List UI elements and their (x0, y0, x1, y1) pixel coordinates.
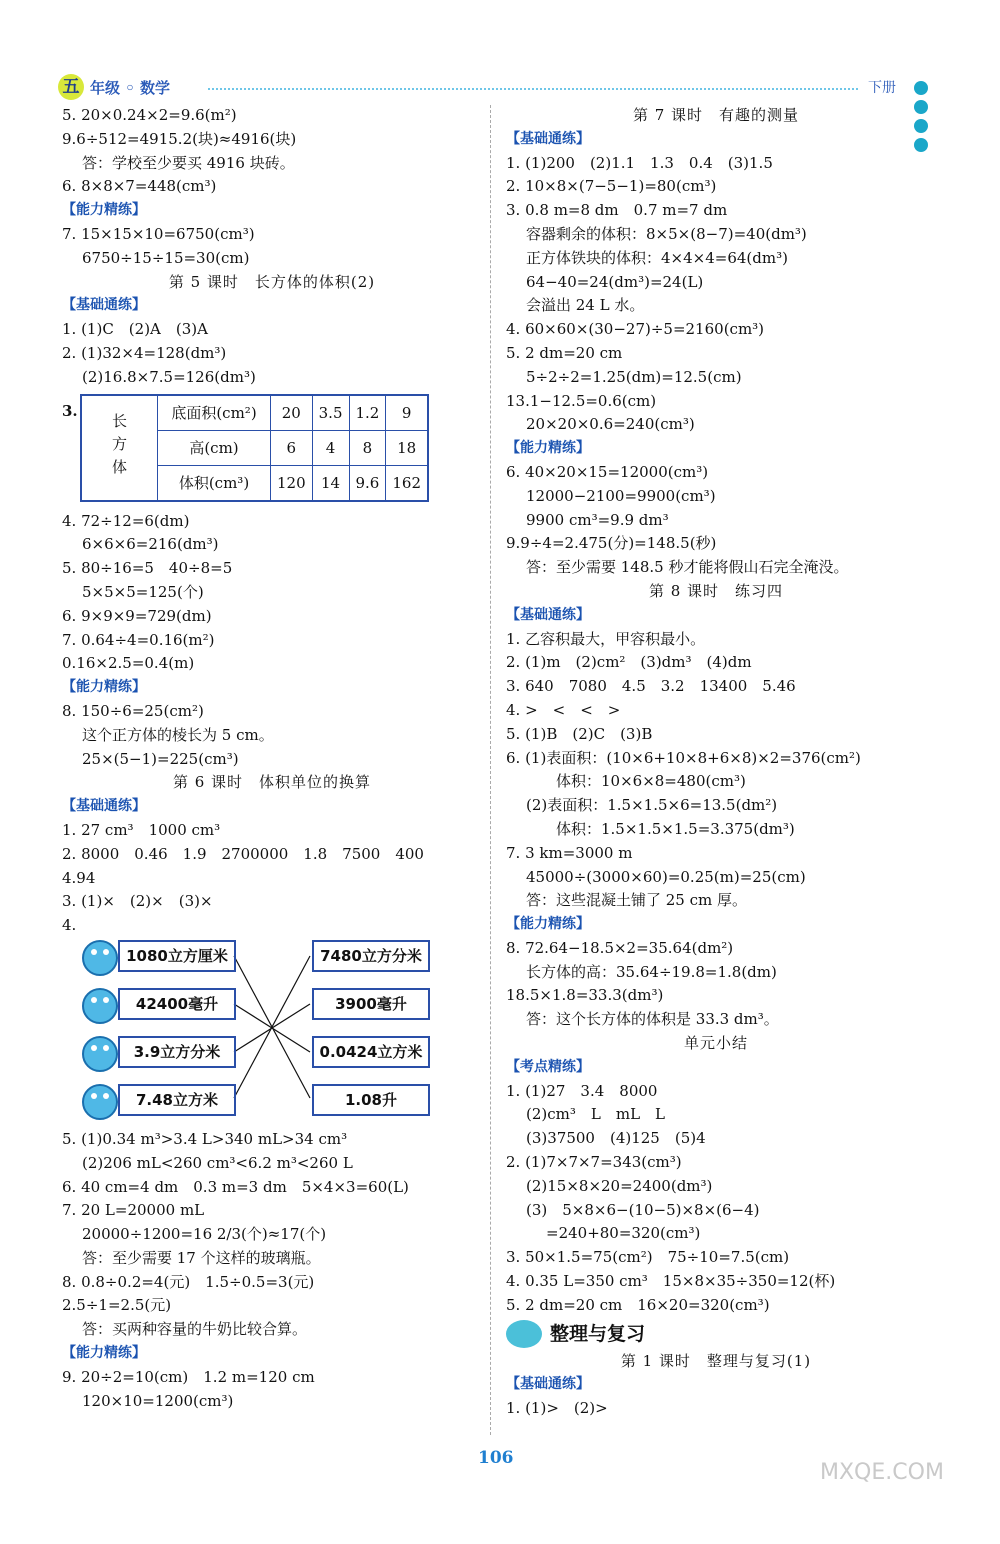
grade-badge: 五 (58, 74, 84, 100)
header-divider (208, 88, 858, 90)
question-line: 8. 0.8÷0.2=4(元) 1.5÷0.5=3(元) (62, 1272, 315, 1291)
lesson-title: 单元小结 (683, 1034, 748, 1053)
question-line: 8. 72.64−18.5×2=35.64(dm²) (506, 938, 734, 957)
question-line: 3. 640 7080 4.5 3.2 13400 5.46 (506, 677, 796, 696)
question-line: 2.5÷1=2.5(元) (62, 1296, 172, 1315)
question-line: 5. 2 dm=20 cm (506, 343, 623, 362)
question-line: 5. 20×0.24×2=9.6(m²) (62, 106, 237, 124)
header-volume: 下册 (868, 80, 896, 96)
section-tag: 【考点精练】 (506, 1058, 590, 1075)
answer-line: (2)206 mL<260 cm³<6.2 m³<260 L (82, 1153, 353, 1172)
frog-icon (82, 1036, 118, 1072)
matching-exercise (62, 938, 482, 1128)
section-ball-icon (506, 1320, 542, 1348)
table-header: 底面积(cm²) (158, 395, 271, 431)
question-line: 4. (62, 916, 77, 935)
left-column (62, 104, 482, 1413)
frog-icon (82, 1084, 118, 1120)
table-cell: 9.6 (349, 465, 386, 501)
question-line: 9.9÷4=2.475(分)=148.5(秒) (506, 534, 717, 553)
answer-line: 容器剩余的体积：8×5×(8−7)=40(dm³) (526, 224, 807, 243)
table-cell: 14 (312, 465, 349, 501)
answer-line: 答：至少需要 148.5 秒才能将假山石完全淹没。 (526, 558, 849, 577)
match-left-box: 1080立方厘米 (118, 940, 236, 972)
answer-line: 20000÷1200=16 2/3(个)≈17(个) (82, 1225, 327, 1244)
table-cell: 18 (386, 430, 428, 465)
question-line: 18.5×1.8=33.3(dm³) (506, 986, 664, 1005)
frog-icon (82, 988, 118, 1024)
section-tag: 【基础通练】 (62, 297, 146, 314)
question-line: 5. 2 dm=20 cm 16×20=320(cm³) (506, 1295, 770, 1314)
lesson-title: 第 1 课时 整理与复习(1) (620, 1351, 812, 1370)
question-line: 2. 10×8×(7−5−1)=80(cm³) (506, 177, 717, 196)
question-line: 5. 80÷16=5 40÷8=5 (62, 559, 233, 578)
answer-line: (2)15×8×20=2400(dm³) (526, 1176, 713, 1195)
question-line: 1. (1)C (2)A (3)A (62, 320, 208, 339)
table-cell: 120 (271, 465, 313, 501)
question-line: 1. (1)27 3.4 8000 (506, 1081, 658, 1100)
page-number: 106 (478, 1448, 514, 1468)
answer-line: 6×6×6=216(dm³) (82, 535, 219, 554)
answer-line: 20×20×0.6=240(cm³) (526, 415, 695, 434)
lesson-title: 第 7 课时 有趣的测量 (632, 106, 800, 124)
answer-line: 45000÷(3000×60)=0.25(m)=25(cm) (526, 867, 806, 886)
answer-line: 5×5×5=125(个) (82, 582, 204, 601)
answer-line: 25×(5−1)=225(cm³) (82, 749, 239, 768)
question-line: 5. (1)B (2)C (3)B (506, 724, 653, 743)
question-line: 6. (1)表面积：(10×6+10×8+6×8)×2=376(cm²) (506, 748, 861, 767)
question-line: 9. 20÷2=10(cm) 1.2 m=120 cm (62, 1367, 315, 1386)
question-line: 3. 0.8 m=8 dm 0.7 m=7 dm (506, 201, 728, 220)
lesson-title: 第 6 课时 体积单位的换算 (172, 773, 372, 792)
answer-line: 答：买两种容量的牛奶比较合算。 (82, 1320, 308, 1339)
answer-line: 答：这个长方体的体积是 33.3 dm³。 (526, 1010, 779, 1029)
question-line: 7. 20 L=20000 mL (62, 1201, 205, 1220)
match-left-box: 42400毫升 (118, 988, 236, 1020)
section-tag: 【基础通练】 (506, 1376, 590, 1393)
table-header: 体积(cm³) (158, 465, 271, 501)
question-line: 6. 40×20×15=12000(cm³) (506, 462, 709, 481)
volume-table-block (62, 394, 482, 502)
question-line: 7. 3 km=3000 m (506, 843, 633, 862)
right-column (506, 104, 926, 1421)
answer-line: (2)16.8×7.5=126(dm³) (82, 367, 256, 386)
match-right-box: 0.0424立方米 (312, 1036, 430, 1068)
answer-line: 5÷2÷2=1.25(dm)=12.5(cm) (526, 367, 742, 386)
question-line: 2. (1)7×7×7=343(cm³) (506, 1153, 682, 1172)
question-line: 2. (1)32×4=128(dm³) (62, 343, 227, 362)
answer-line: 答：至少需要 17 个这样的玻璃瓶。 (82, 1248, 321, 1267)
table-header: 高(cm) (158, 430, 271, 465)
watermark: MXQE.COM (820, 1460, 944, 1485)
page-header (58, 74, 928, 100)
table-cell: 3.5 (312, 395, 349, 431)
question-line: 2. 8000 0.46 1.9 2700000 1.8 7500 400 (62, 844, 424, 863)
question-line: 4. 0.35 L=350 cm³ 15×8×35÷350=12(杯) (506, 1272, 836, 1291)
question-line: 13.1−12.5=0.6(cm) (506, 391, 657, 410)
answer-line: (3) 5×8×6−(10−5)×8×(6−4) (526, 1200, 760, 1219)
table-cell: 9 (386, 395, 428, 431)
table-cell: 1.2 (349, 395, 386, 431)
answer-line: 12000−2100=9900(cm³) (526, 486, 716, 505)
section-tag: 【能力精练】 (62, 679, 146, 696)
section-tag: 【基础通练】 (506, 130, 590, 147)
answer-line: 64−40=24(dm³)=24(L) (526, 272, 704, 291)
question-line: 7. 15×15×10=6750(cm³) (62, 224, 255, 243)
column-divider (490, 105, 491, 1435)
answer-line: 体积：1.5×1.5×1.5=3.375(dm³) (556, 819, 795, 838)
answer-line: 120×10=1200(cm³) (82, 1391, 234, 1410)
question-line: 0.16×2.5=0.4(m) (62, 654, 195, 673)
question-line: 4. 60×60×(30−27)÷5=2160(cm³) (506, 320, 765, 339)
answer-line: 6750÷15÷15=30(cm) (82, 248, 250, 267)
question-line: 3. 50×1.5=75(cm²) 75÷10=7.5(cm) (506, 1248, 790, 1267)
question-line: 5. (1)0.34 m³>3.4 L>340 mL>34 cm³ (62, 1129, 348, 1148)
table-label: 3. (62, 401, 78, 420)
answer-line: (2)表面积：1.5×1.5×6=13.5(dm²) (526, 796, 778, 815)
question-line: 9.6÷512=4915.2(块)≈4916(块) (62, 129, 297, 148)
answer-line: (2)cm³ L mL L (526, 1105, 665, 1124)
answer-line: 体积：10×6×8=480(cm³) (556, 772, 746, 791)
lesson-title: 第 5 课时 长方体的体积(2) (168, 272, 376, 291)
answer-line: (3)37500 (4)125 (5)4 (526, 1129, 706, 1148)
match-left-box: 7.48立方米 (118, 1084, 236, 1116)
table-cell: 4 (312, 430, 349, 465)
question-line: 6. 40 cm=4 dm 0.3 m=3 dm 5×4×3=60(L) (62, 1177, 409, 1196)
answer-line: 正方体铁块的体积：4×4×4=64(dm³) (526, 248, 788, 267)
lesson-title: 第 8 课时 练习四 (648, 581, 784, 600)
match-right-box: 7480立方分米 (312, 940, 430, 972)
answer-line: 9900 cm³=9.9 dm³ (526, 510, 669, 529)
answer-line: =240+80=320(cm³) (546, 1224, 701, 1243)
frog-icon (82, 940, 118, 976)
table-cell: 8 (349, 430, 386, 465)
question-line: 1. 27 cm³ 1000 cm³ (62, 820, 221, 839)
section-tag: 【基础通练】 (62, 798, 146, 815)
table-cell: 20 (271, 395, 313, 431)
question-line: 1. 乙容积最大，甲容积最小。 (506, 629, 706, 648)
section-tag: 【能力精练】 (62, 202, 146, 219)
question-line: 1. (1)200 (2)1.1 1.3 0.4 (3)1.5 (506, 153, 773, 172)
table-cell: 6 (271, 430, 313, 465)
question-line: 6. 9×9×9=729(dm) (62, 606, 212, 625)
answer-line: 长方体的高：35.64÷19.8=1.8(dm) (526, 962, 777, 981)
question-line: 4.94 (62, 868, 96, 887)
question-line: 1. (1)> (2)> (506, 1399, 608, 1418)
section-tag: 【基础通练】 (506, 606, 590, 623)
answer-line: 这个正方体的棱长为 5 cm。 (82, 725, 274, 744)
question-line: 7. 0.64÷4=0.16(m²) (62, 630, 215, 649)
question-line: 4. > < < > (506, 700, 621, 719)
question-line: 2. (1)m (2)cm² (3)dm³ (4)dm (506, 653, 752, 672)
table-side-label: 长方体 (81, 395, 158, 501)
table-cell: 162 (386, 465, 428, 501)
match-right-box: 1.08升 (312, 1084, 430, 1116)
answer-line: 答：这些混凝土铺了 25 cm 厚。 (526, 891, 748, 910)
question-line: 4. 72÷12=6(dm) (62, 511, 190, 530)
question-line: 6. 8×8×7=448(cm³) (62, 177, 217, 196)
question-line: 3. (1)× (2)× (3)× (62, 892, 213, 911)
answer-line: 会溢出 24 L 水。 (526, 296, 645, 315)
section-title: 整理与复习 (506, 1318, 926, 1350)
section-tag: 【能力精练】 (506, 440, 590, 457)
section-tag: 【能力精练】 (62, 1345, 146, 1362)
volume-table (80, 394, 429, 502)
question-line: 8. 150÷6=25(cm²) (62, 701, 204, 720)
answer-line: 答：学校至少要买 4916 块砖。 (82, 153, 295, 172)
match-left-box: 3.9立方分米 (118, 1036, 236, 1068)
section-tag: 【能力精练】 (506, 916, 590, 933)
header-title: 年级 ◦ 数学 (90, 79, 171, 97)
match-right-box: 3900毫升 (312, 988, 430, 1020)
